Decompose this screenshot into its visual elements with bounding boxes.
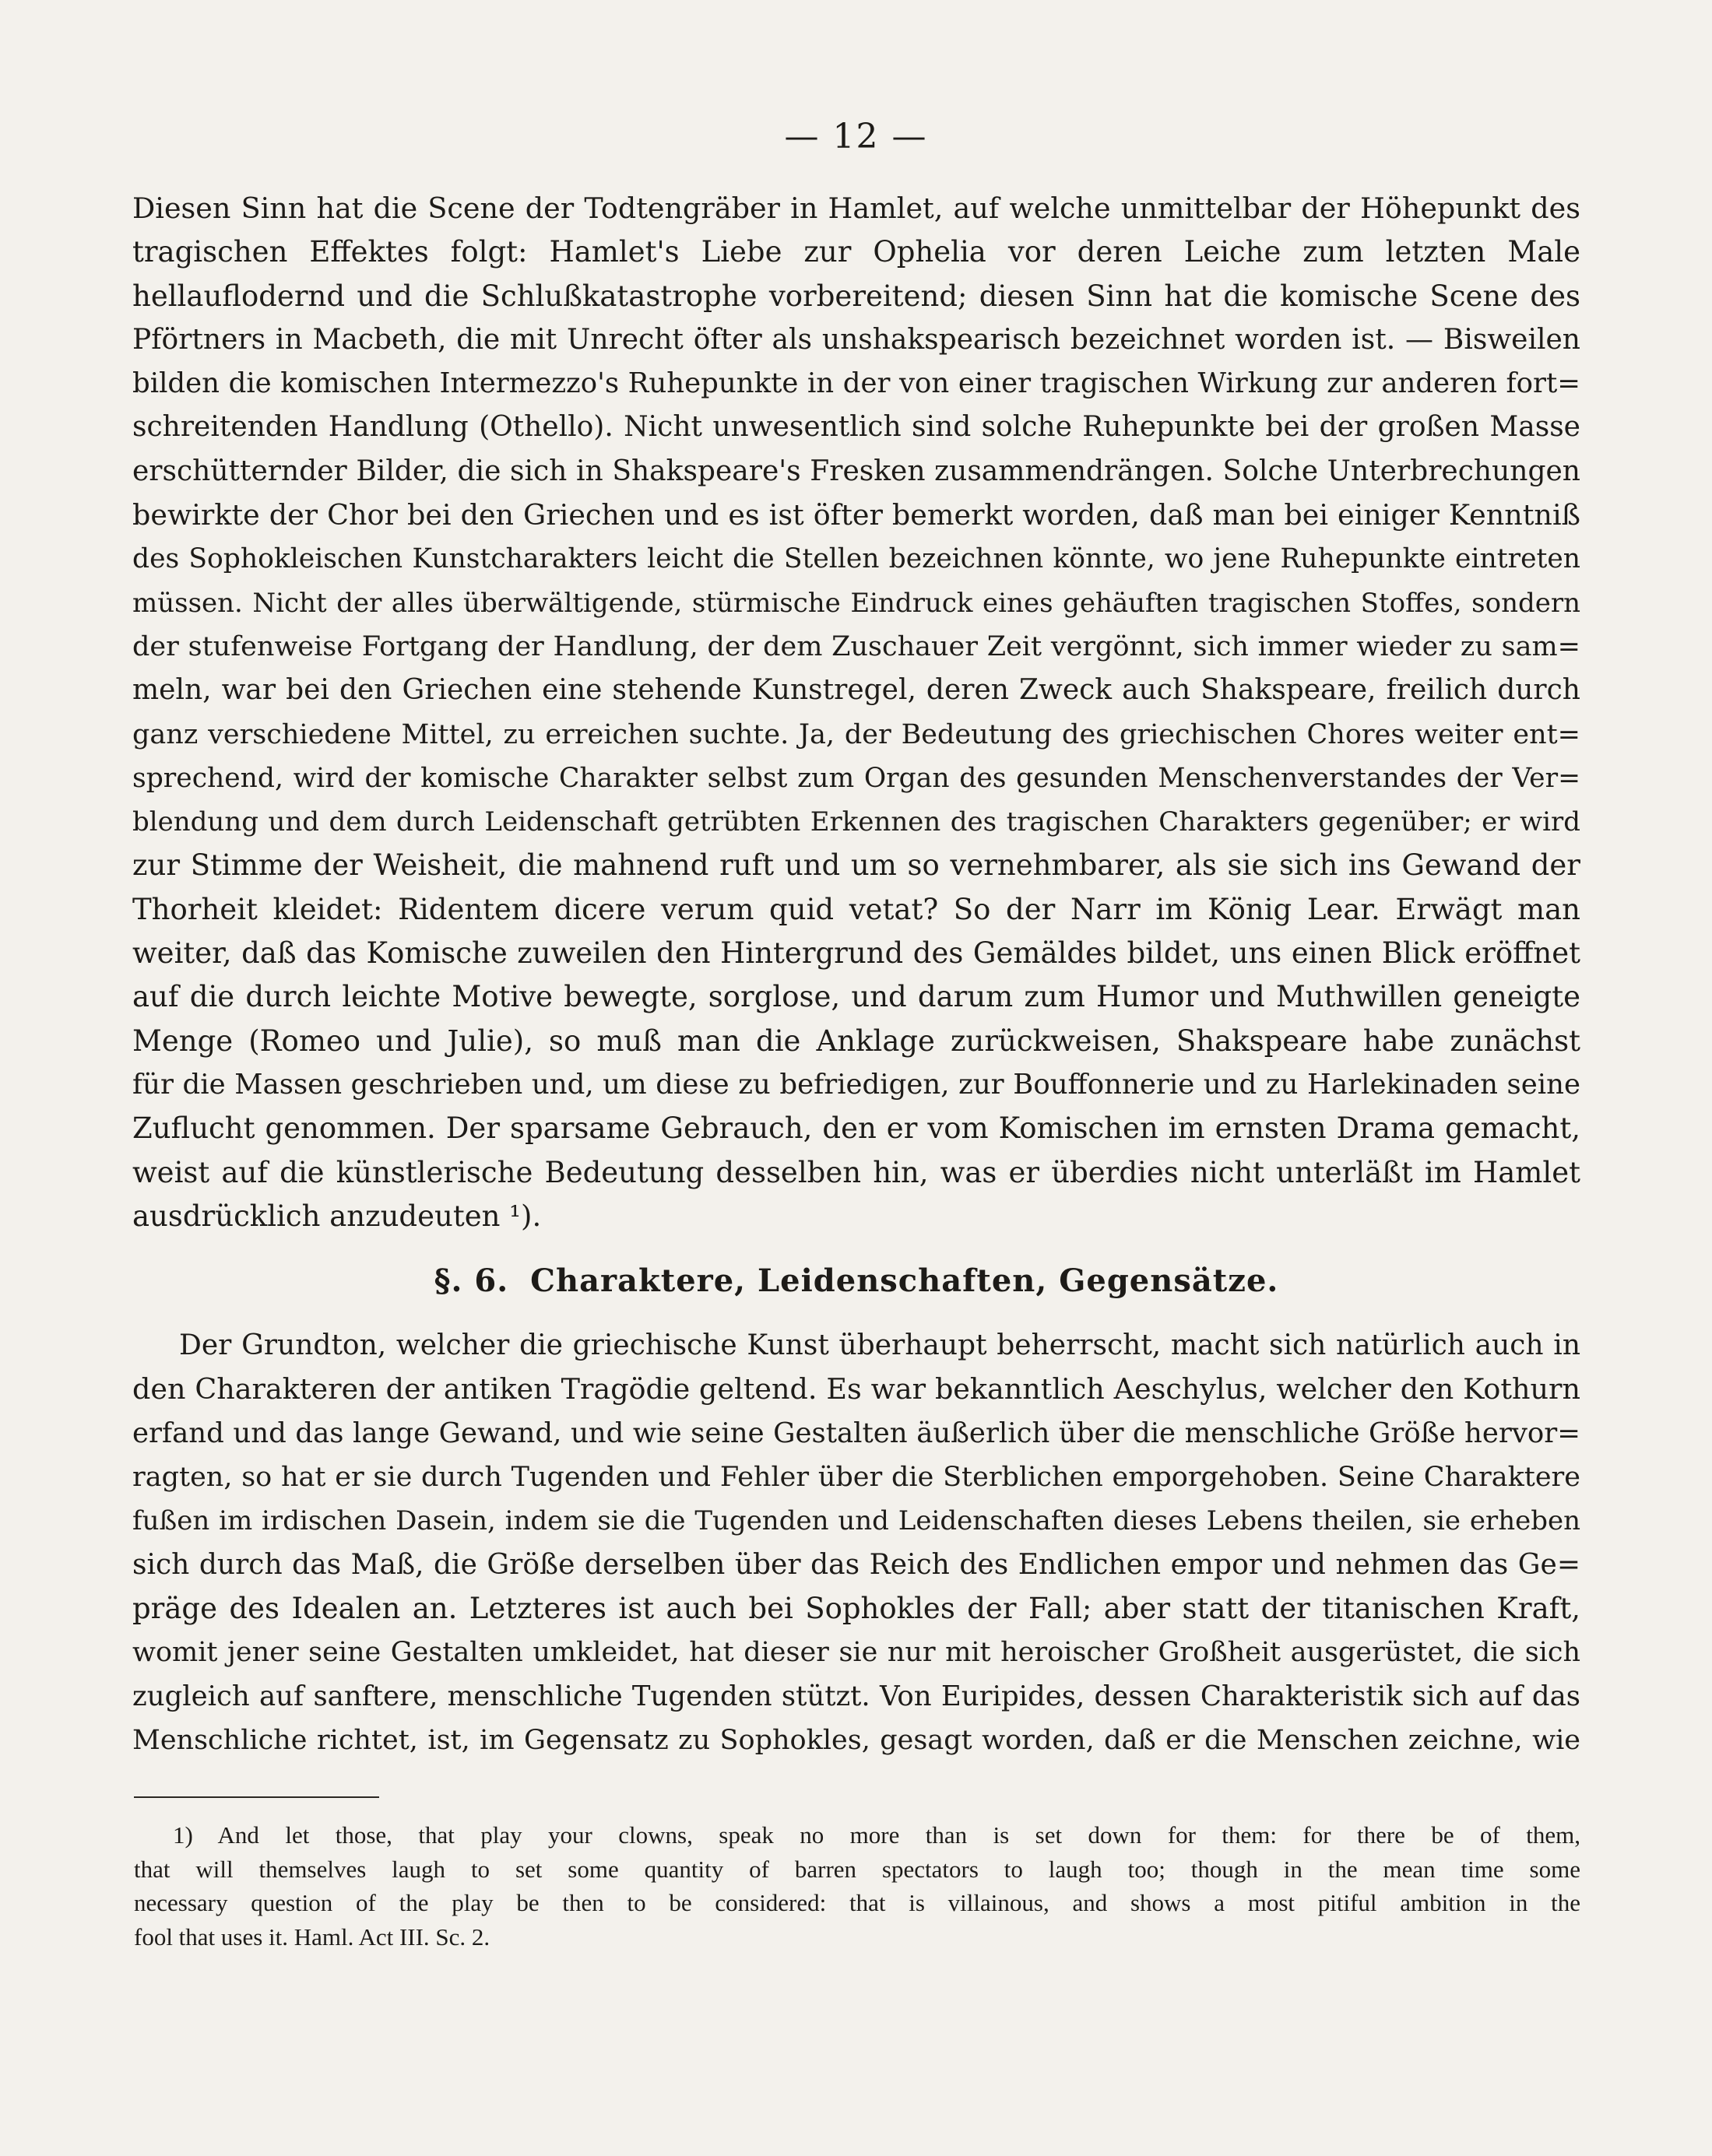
text-line: auf die durch leichte Motive bewegte, sorglose, und darum zum Humor und Muthwillen geneigte [132,980,1580,1014]
text-line: sprechend, wird der komische Charakter selbst zum Organ des gesunden Menschenverstandes der Ver= [132,762,1580,794]
footnote-line: that will themselves laugh to set some quantity of barren spectators to laugh too; though in the mean time some [134,1855,1580,1883]
text-line: des Sophokleischen Kunstcharakters leicht die Stellen bezeichnen könnte, wo jene Ruhepunkte eintreten [132,543,1580,575]
text-line: Pförtners in Macbeth, die mit Unrecht öfter als unshakspearisch bezeichnet worden ist. — Bisweilen [132,323,1580,356]
text-line: Menge (Romeo und Julie), so muß man die Anklage zurückweisen, Shakspeare habe zunächst [132,1024,1580,1058]
footnote-line: 1) And let those, that play your clowns, speak no more than is set down for them: for there be of them, [173,1821,1580,1849]
text-line: hellauflodernd und die Schlußkatastrophe vorbereitend; diesen Sinn hat die komische Scene des [132,279,1580,313]
text-line: den Charakteren der antiken Tragödie geltend. Es war bekanntlich Aeschylus, welcher den Kothurn [132,1372,1580,1406]
paragraph-1 [132,187,1580,1238]
footnote-rule [134,1796,379,1798]
section-title: Charaktere, Leidenschaften, Gegensätze. [530,1262,1279,1300]
text-line: müssen. Nicht der alles überwältigende, stürmische Eindruck eines gehäuften tragischen Stoffes, sondern [132,587,1580,619]
text-line: Zuflucht genommen. Der sparsame Gebrauch, den er vom Komischen im ernsten Drama gemacht, [132,1111,1580,1146]
text-line: zur Stimme der Weisheit, die mahnend ruft und um so vernehmbarer, als sie sich ins Gewand der [132,848,1580,883]
text-line: der stufenweise Fortgang der Handlung, der dem Zuschauer Zeit vergönnt, sich immer wieder zu sam= [132,630,1580,662]
body-text [132,187,1580,1762]
text-line: Thorheit kleidet: Ridentem dicere verum quid vetat? So der Narr im König Lear. Erwägt man [132,892,1580,926]
section-number: §. 6. [434,1262,509,1300]
text-line: für die Massen geschrieben und, um diese zu befriedigen, zur Bouffonnerie und zu Harlekinaden seine [132,1068,1580,1101]
text-line: ganz verschiedene Mittel, zu erreichen suchte. Ja, der Bedeutung des griechischen Chores weiter ent= [132,718,1580,750]
text-line: sich durch das Maß, die Größe derselben über das Reich des Endlichen empor und nehmen das Ge= [132,1548,1580,1581]
page-number: — 12 — [784,117,928,156]
text-line: womit jener seine Gestalten umkleidet, hat dieser sie nur mit heroischer Großheit ausgerüstet, die sich [132,1637,1580,1669]
text-line: erschütternder Bilder, die sich in Shakspeare's Fresken zusammendrängen. Solche Unterbrechungen [132,455,1580,487]
text-line: Menschliche richtet, ist, im Gegensatz zu Sophokles, gesagt worden, daß er die Menschen zeichne, wie [132,1724,1580,1756]
text-line: präge des Idealen an. Letzteres ist auch bei Sophokles der Fall; aber statt der titanischen Kraft, [132,1591,1580,1625]
text-line: schreitenden Handlung (Othello). Nicht unwesentlich sind solche Ruhepunkte bei der großen Masse [132,411,1580,444]
text-line: meln, war bei den Griechen eine stehende Kunstregel, deren Zweck auch Shakspeare, freilich durch [132,674,1580,707]
text-line: tragischen Effektes folgt: Hamlet's Liebe zur Ophelia vor deren Leiche zum letzten Male [132,235,1580,269]
text-line: bilden die komischen Intermezzo's Ruhepunkte in der von einer tragischen Wirkung zur anderen fort= [132,367,1580,400]
footnote-line: necessary question of the play be then to be considered: that is villainous, and shows a most pitiful ambition in the [134,1889,1580,1916]
text-line: erfand und das lange Gewand, und wie seine Gestalten äußerlich über die menschliche Größe hervor= [132,1417,1580,1449]
section-heading [132,1238,1580,1324]
paragraph-2 [132,1324,1580,1762]
text-line: bewirkte der Chor bei den Griechen und es ist öfter bemerkt worden, daß man bei einiger Kenntniß [132,498,1580,532]
text-line: weist auf die künstlerische Bedeutung desselben hin, was er überdies nicht unterläßt im Hamlet [132,1155,1580,1189]
footnote [134,1818,1580,1954]
text-line: ausdrücklich anzudeuten ¹). [132,1199,542,1233]
text-line: zugleich auf sanftere, menschliche Tugenden stützt. Von Euripides, dessen Charakteristik sich auf das [132,1680,1580,1712]
text-line: fußen im irdischen Dasein, indem sie die Tugenden und Leidenschaften dieses Lebens theilen, sie erheben [132,1505,1580,1537]
text-line: Diesen Sinn hat die Scene der Todtengräber in Hamlet, auf welche unmittelbar der Höhepunkt des [132,191,1580,225]
text-line: ragten, so hat er sie durch Tugenden und Fehler über die Sterblichen emporgehoben. Seine Charaktere [132,1462,1580,1494]
text-line: blendung und dem durch Leidenschaft getrübten Erkennen des tragischen Charakters gegenüber; er wird [132,806,1580,838]
text-line: weiter, daß das Komische zuweilen den Hintergrund des Gemäldes bildet, uns einen Blick eröffnet [132,936,1580,971]
text-line: Der Grundton, welcher die griechische Kunst überhaupt beherrscht, macht sich natürlich auch in [179,1329,1580,1362]
footnote-line: fool that uses it. Haml. Act III. Sc. 2. [134,1922,490,1951]
